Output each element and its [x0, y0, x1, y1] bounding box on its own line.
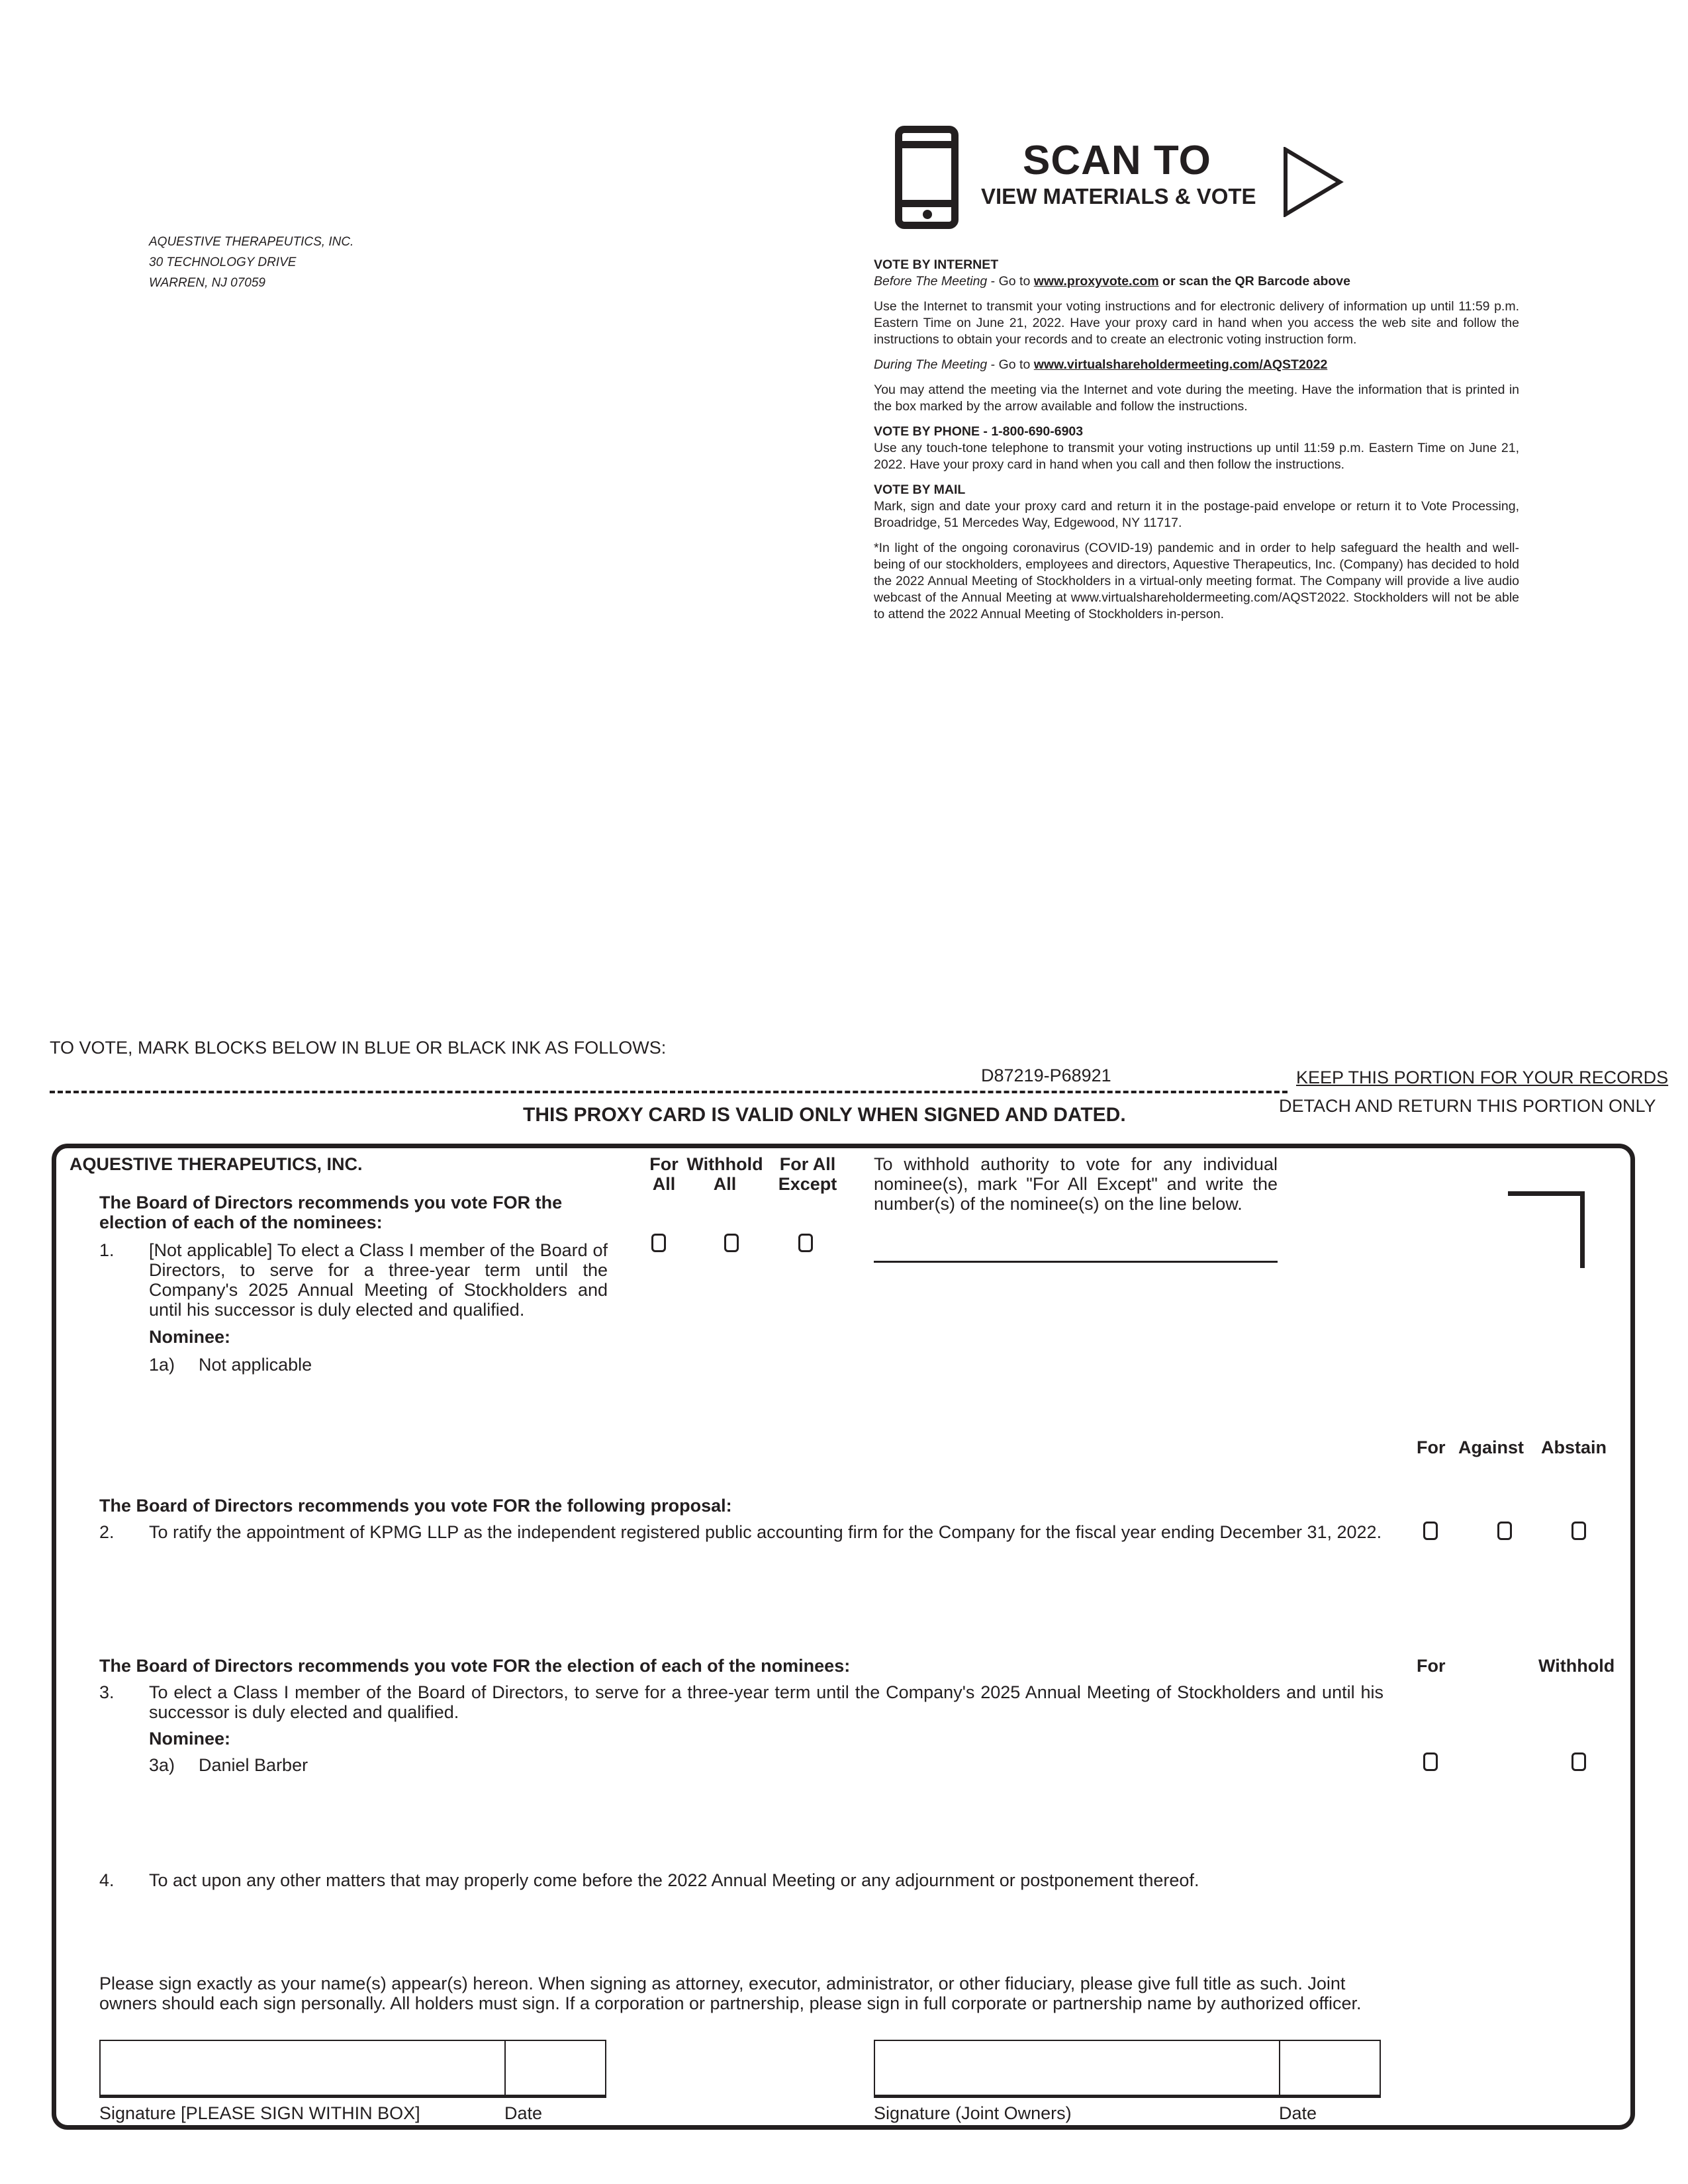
signature-box-2-divider [1279, 2040, 1280, 2098]
detach-line [50, 1091, 1288, 1093]
checkbox-2-for[interactable] [1423, 1522, 1438, 1540]
col-withhold-all: Withhold All [686, 1154, 763, 1194]
item-4-number: 4. [99, 1870, 115, 1890]
keep-portion-label: KEEP THIS PORTION FOR YOUR RECORDS [1296, 1068, 1669, 1087]
before-goto: - Go to [987, 274, 1034, 289]
address-city: WARREN, NJ 07059 [149, 276, 265, 290]
vote-phone-text: Use any touch-tone telephone to transmit your voting instructions up until 11:59 p.m. Eastern Time on June 21, 2022. Have your proxy card in hand when you call and then follow the instructions. [874, 441, 1519, 472]
before-meeting-label: Before The Meeting [874, 274, 988, 289]
virtual-meeting-link[interactable]: www.virtualshareholdermeeting.com/AQST2022 [1033, 357, 1328, 372]
covid-note: *In light of the ongoing coronavirus (COVID-19) pandemic and in order to help safeguard the health and well-being of our stockholders, employees and directors, Aquestive Therapeutics, Inc. (Company) has decided to hold the 2022 Annual Meeting of Stockholders in a virtual-only meeting format. The Company will provide a live audio webcast of the Annual Meeting at www.virtualshareholdermeeting.com/AQST2022. Stockholders will not be able to attend the 2022 Annual Meeting of Stockholders in-person. [874, 541, 1519, 621]
checkbox-2-against[interactable] [1497, 1522, 1512, 1540]
item-3-text: To elect a Class I member of the Board of Directors, to serve for a three-year term until the Company's 2025 Annual Meeting of Stockholders and until his successor is duly elected and qualified. [149, 1682, 1383, 1722]
registration-corner-mark [1508, 1191, 1585, 1268]
checkbox-3a-for[interactable] [1423, 1752, 1438, 1771]
before-meeting-text: Use the Internet to transmit your voting instructions and for electronic delivery of information up until 11:59 p.m. Eastern Time on June 21, 2022. Have your proxy card in hand when you access the web site and follow the instructions to obtain your records and to create an electronic voting instruction form. [874, 299, 1519, 347]
control-code: D87219-P68921 [981, 1066, 1111, 1085]
withhold-instruction: To withhold authority to vote for any individual nominee(s), mark "For All Except" and write the number(s) of the nominee(s) on the line below. [874, 1154, 1278, 1214]
checkbox-for-all-except[interactable] [798, 1234, 813, 1252]
smartphone-icon [895, 126, 959, 229]
address-street: 30 TECHNOLOGY DRIVE [149, 255, 297, 269]
item-3-number: 3. [99, 1682, 115, 1702]
vote-mail-text: Mark, sign and date your proxy card and return it in the postage-paid envelope or return it to Vote Processing, Broadridge, 51 Mercedes Way, Edgewood, NY 11717. [874, 499, 1519, 530]
detach-portion-label: DETACH AND RETURN THIS PORTION ONLY [1279, 1096, 1656, 1116]
nominee-label-3: Nominee: [149, 1729, 231, 1749]
item-1-number: 1. [99, 1240, 115, 1260]
nominee-3a-number: 3a) [149, 1755, 175, 1775]
valid-notice: THIS PROXY CARD IS VALID ONLY WHEN SIGNED AND DATED. [523, 1104, 1126, 1126]
voting-instructions [874, 257, 1519, 631]
col-for-all-except: For All Except [778, 1154, 837, 1194]
during-meeting-text: You may attend the meeting via the Internet and vote during the meeting. Have the information that is printed in the box marked by the arrow available and follow the instructions. [874, 383, 1519, 414]
signature-box-1[interactable] [99, 2040, 606, 2098]
item-2-number: 2. [99, 1522, 115, 1542]
nominee-1a-name: Not applicable [199, 1355, 312, 1375]
signature-box-2[interactable] [874, 2040, 1381, 2098]
nominee-3a-name: Daniel Barber [199, 1755, 308, 1775]
col-for-3: For [1417, 1656, 1446, 1676]
company-address [149, 232, 353, 293]
col-against: Against [1458, 1437, 1524, 1457]
scan-title: SCAN TO [1023, 138, 1211, 183]
col-for: For [1417, 1437, 1446, 1457]
sign-instructions: Please sign exactly as your name(s) appear(s) hereon. When signing as attorney, executor, administrator, or other fiduciary, please give full title as such. Joint owners should each sign personally. All holders must sign. If a corporation or partnership, please sign in full corporate or partnership name by authorized officer. [99, 1974, 1362, 2013]
item-4-text: To act upon any other matters that may properly come before the 2022 Annual Meeting or any adjournment or postponement thereof. [149, 1870, 1199, 1890]
signature-1-label: Signature [PLEASE SIGN WITHIN BOX] [99, 2103, 420, 2123]
item-1-text: [Not applicable] To elect a Class I member of the Board of Directors, to serve for a three-year term until the Company's 2025 Annual Meeting of Stockholders and until his successor is duly elected and qualified. [149, 1240, 608, 1320]
checkbox-2-abstain[interactable] [1571, 1522, 1586, 1540]
checkbox-withhold-all[interactable] [724, 1234, 739, 1252]
scan-subtitle: VIEW MATERIALS & VOTE [981, 184, 1256, 208]
vote-internet-heading: VOTE BY INTERNET [874, 257, 999, 272]
signature-box-1-divider [504, 2040, 506, 2098]
during-goto: - Go to [987, 357, 1034, 372]
except-write-in-line[interactable] [874, 1261, 1278, 1263]
during-meeting-label: During The Meeting [874, 357, 988, 372]
item-2-text: To ratify the appointment of KPMG LLP as the independent registered public accounting firm for the Company for the fiscal year ending December 31, 2022. [149, 1522, 1382, 1542]
nominee-label-1: Nominee: [149, 1327, 231, 1347]
card-company: AQUESTIVE THERAPEUTICS, INC. [70, 1154, 363, 1174]
recommendation-2: The Board of Directors recommends you vote FOR the following proposal: [99, 1496, 732, 1516]
vote-phone-heading: VOTE BY PHONE - 1-800-690-6903 [874, 424, 1084, 439]
before-suffix: or scan the QR Barcode above [1158, 274, 1350, 289]
checkbox-3a-withhold[interactable] [1571, 1752, 1586, 1771]
recommendation-3: The Board of Directors recommends you vote FOR the election of each of the nominees: [99, 1656, 851, 1676]
play-arrow-icon [1283, 147, 1344, 217]
mark-instructions: TO VOTE, MARK BLOCKS BELOW IN BLUE OR BLACK INK AS FOLLOWS: [50, 1038, 667, 1058]
recommendation-1: The Board of Directors recommends you vote FOR the election of each of the nominees: [99, 1193, 563, 1232]
col-for-all: For All [649, 1154, 679, 1194]
nominee-1a-number: 1a) [149, 1355, 175, 1375]
vote-mail-heading: VOTE BY MAIL [874, 482, 966, 497]
signature-2-label: Signature (Joint Owners) [874, 2103, 1072, 2123]
date-2-label: Date [1279, 2103, 1317, 2123]
address-name: AQUESTIVE THERAPEUTICS, INC. [149, 235, 354, 249]
checkbox-for-all[interactable] [651, 1234, 666, 1252]
date-1-label: Date [504, 2103, 543, 2123]
col-abstain: Abstain [1541, 1437, 1607, 1457]
proxyvote-link[interactable]: www.proxyvote.com [1033, 274, 1159, 289]
col-withhold-3: Withhold [1538, 1656, 1615, 1676]
